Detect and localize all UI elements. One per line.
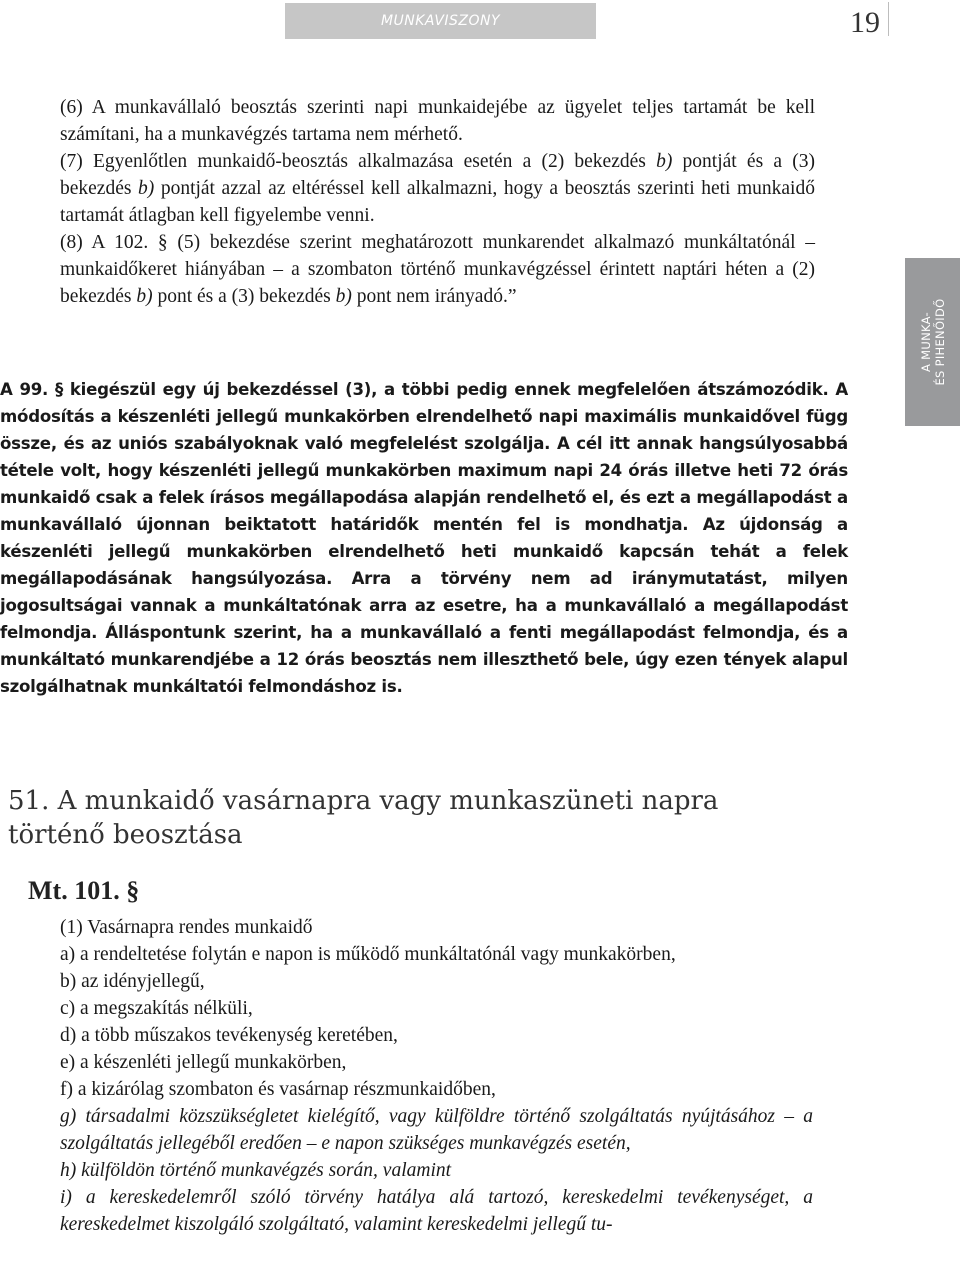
law-item-list	[60, 914, 813, 1238]
law-item: f) a kizárólag szombaton és vasárnap részmunkaidőben,	[60, 1079, 496, 1100]
law-item: h) külföldön történő munkavégzés során, valamint	[60, 1160, 452, 1181]
chapter-side-tab-label	[905, 258, 960, 426]
law-item: g) társadalmi közszükségletet kielégítő, vagy külföldre történő szolgáltatás nyújtásához – a szolgáltatás jellegéből eredően – e napon szükséges munkavégzés esetén,	[60, 1106, 813, 1154]
law-item: (1) Vasárnapra rendes munkaidő	[60, 917, 313, 938]
commentary-paragraph: A 99. § kiegészül egy új bekezdéssel (3), a többi pedig ennek megfelelően átszámozódik. A módosítás a készenléti jellegű munkakörben elrendelhető napi maximális munkaidővel függ össze, és az uniós szabályoknak való megfelelést szolgálja. A cél itt annak hangsúlyosabbá tétele volt, hogy készenléti jellegű munkakörben maximum napi 24 órás illetve heti 72 órás munkaidő csak a felek írásos megállapodása alapján rendelhető el, és ezt a megállapodást a munkavállaló újonnan beiktatott határidők mentén fel is mondhatja. Az újdonság a készenléti jellegű munkakörben elrendelhető heti munkaidő kapcsán tehát a felek megállapodásának hangsúlyozása. Arra a törvény nem ad iránymutatást, milyen jogosultságai vannak a munkáltatónak arra az esetre, ha a munkavállaló a megállapodást felmondja. Álláspontunk szerint, ha a munkavállaló a fenti megállapodást felmondja, és a munkáltató munkarendjébe a 12 órás beosztás nem illeszthető bele, úgy ezen tények alapul szolgálhatnak munkáltatói felmondáshoz is.	[0, 380, 848, 696]
header-bar	[285, 3, 596, 39]
side-tab-line-1: A MUNKA-	[918, 312, 933, 372]
law-item: d) a több műszakos tevékenység keretében,	[60, 1025, 398, 1046]
chapter-side-tab	[905, 258, 960, 426]
law-item: e) a készenléti jellegű munkakörben,	[60, 1052, 347, 1073]
paragraph-6: (6) A munkavállaló beosztás szerinti napi munkaidejébe az ügyelet teljes tartamát be kell számítani, ha a munkavégzés tartama nem mérhető.	[60, 97, 815, 145]
page-number-divider	[888, 2, 889, 36]
page-number: 19	[850, 6, 880, 39]
law-item: c) a megszakítás nélküli,	[60, 998, 253, 1019]
law-item: b) az idényjellegű,	[60, 971, 205, 992]
section-title: 51. A munkaidő vasárnapra vagy munkaszüneti napra történő beosztása	[8, 786, 719, 850]
paragraph-8: (8) A 102. § (5) bekezdése szerint meghatározott munkarendet alkalmazó munkáltatónál – munkaidőkeret hiányában – a szombaton történő munkavégzéssel érintett naptári héten a (2) bekezdés b) pont és a (3) bekezdés b) pont nem irányadó.”	[60, 232, 815, 307]
quoted-law-text	[60, 94, 815, 310]
running-header-title: MUNKAVISZONY	[380, 13, 501, 29]
law-item: a) a rendeltetése folytán e napon is működő munkáltatónál vagy munkakörben,	[60, 944, 676, 965]
law-section-heading: Mt. 101. §	[28, 876, 140, 905]
paragraph-7: (7) Egyenlőtlen munkaidő-beosztás alkalmazása esetén a (2) bekezdés b) pontját és a (3) bekezdés b) pontját azzal az eltéréssel kell alkalmazni, hogy a beosztás szerinti heti munkaidő tartamát átlagban kell figyelembe venni.	[60, 151, 816, 226]
law-item: i) a kereskedelemről szóló törvény hatálya alá tartozó, kereskedelmi tevékenységet, a kereskedelmet kiszolgáló szolgáltató, valamint kereskedelmi jellegű tu-	[60, 1187, 813, 1235]
side-tab-line-2: ÉS PIHENŐIDŐ	[932, 298, 947, 386]
